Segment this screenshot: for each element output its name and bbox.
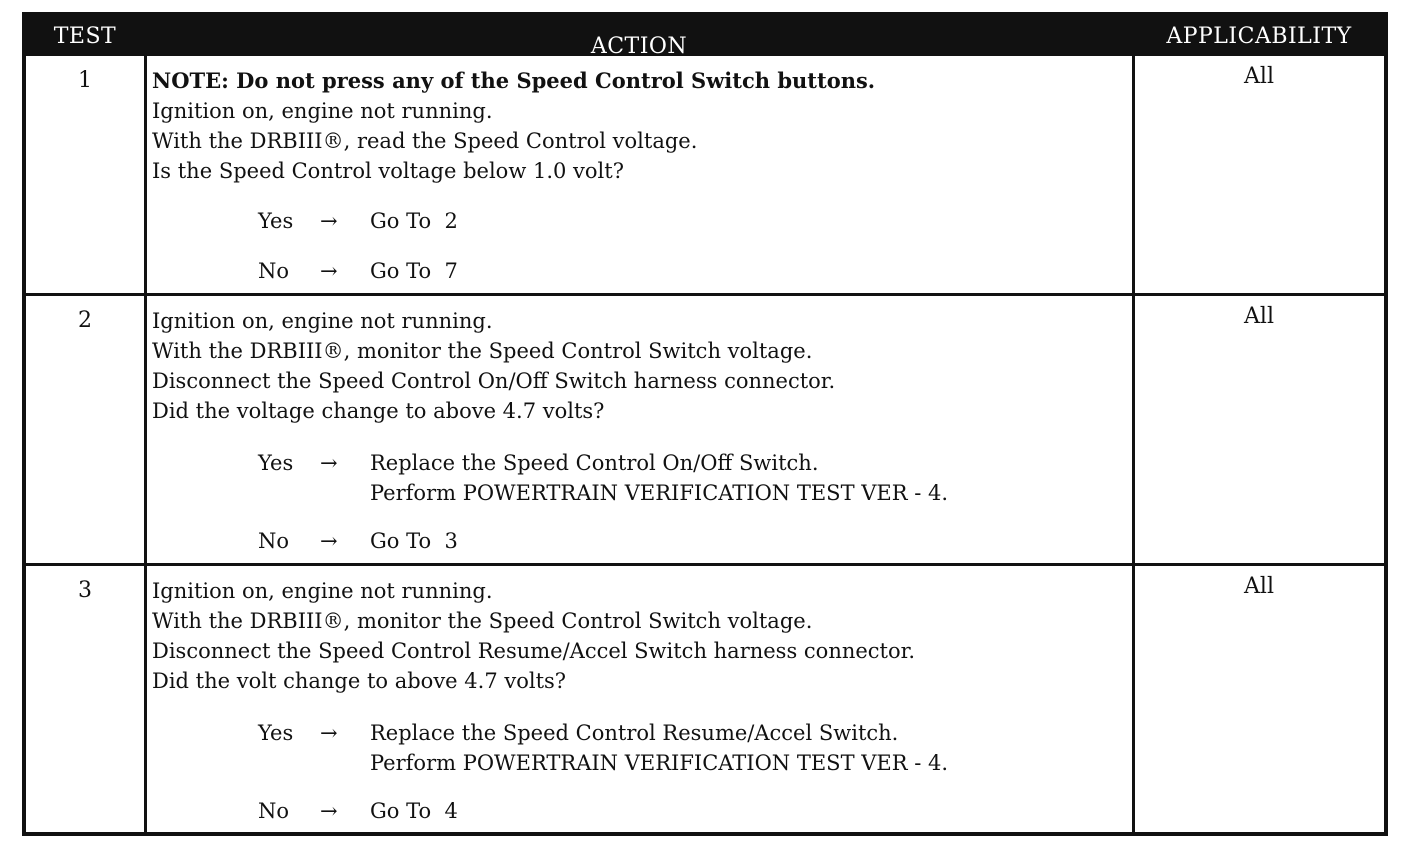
- test-row-1: [26, 56, 1384, 293]
- yes-action: Go To 2: [370, 209, 458, 233]
- applicability-value: All: [1244, 64, 1274, 89]
- action-line: Disconnect the Speed Control Resume/Accel Switch harness connector.: [152, 639, 916, 663]
- arrow-icon: →: [320, 529, 338, 553]
- no-label: No: [258, 529, 290, 553]
- arrow-icon: →: [320, 259, 338, 283]
- action-line: Did the volt change to above 4.7 volts?: [152, 669, 567, 693]
- test-number: 2: [78, 308, 92, 333]
- test-row-3: [26, 566, 1384, 832]
- yes-action-2: Perform POWERTRAIN VERIFICATION TEST VER - 4.: [370, 481, 949, 505]
- arrow-icon: →: [320, 451, 338, 475]
- applicability-value: All: [1244, 574, 1274, 599]
- no-label: No: [258, 259, 290, 283]
- no-action: Go To 4: [370, 799, 458, 823]
- yes-label: Yes: [258, 209, 294, 233]
- header-action: ACTION: [590, 34, 688, 59]
- no-action: Go To 7: [370, 259, 458, 283]
- yes-response: [258, 206, 458, 236]
- header-test: TEST: [53, 24, 117, 49]
- test-number: 3: [78, 578, 92, 603]
- no-label: No: [258, 799, 290, 823]
- header-applicability: APPLICABILITY: [1166, 24, 1352, 49]
- arrow-icon: →: [320, 799, 338, 823]
- no-response: [258, 256, 458, 286]
- arrow-icon: →: [320, 209, 338, 233]
- yes-label: Yes: [258, 721, 294, 745]
- test-table: [22, 12, 1388, 836]
- action-line: Did the voltage change to above 4.7 volts?: [152, 399, 605, 423]
- action-text: [152, 66, 1122, 186]
- action-text: [152, 306, 1122, 426]
- yes-response: [258, 718, 948, 778]
- test-number: 1: [78, 68, 92, 93]
- test-row-2: [26, 296, 1384, 563]
- yes-action: Replace the Speed Control Resume/Accel Switch.: [370, 721, 899, 745]
- action-text: [152, 576, 1122, 696]
- yes-response: [258, 448, 948, 508]
- yes-action-2: Perform POWERTRAIN VERIFICATION TEST VER - 4.: [370, 751, 949, 775]
- yes-action: Replace the Speed Control On/Off Switch.: [370, 451, 819, 475]
- table-header: [26, 16, 1384, 59]
- action-line: Ignition on, engine not running.: [152, 579, 493, 603]
- action-line: Ignition on, engine not running.: [152, 309, 493, 333]
- applicability-value: All: [1244, 304, 1274, 329]
- no-response: [258, 526, 458, 556]
- action-line: Disconnect the Speed Control On/Off Switch harness connector.: [152, 369, 836, 393]
- no-action: Go To 3: [370, 529, 458, 553]
- note-text: NOTE: Do not press any of the Speed Control Switch buttons.: [152, 68, 876, 93]
- no-response: [258, 796, 458, 826]
- action-line: Is the Speed Control voltage below 1.0 volt?: [152, 159, 624, 183]
- action-line: With the DRBIII®, read the Speed Control voltage.: [152, 129, 698, 153]
- arrow-icon: →: [320, 721, 338, 745]
- action-line: With the DRBIII®, monitor the Speed Control Switch voltage.: [152, 609, 813, 633]
- action-line: Ignition on, engine not running.: [152, 99, 493, 123]
- yes-label: Yes: [258, 451, 294, 475]
- action-line: With the DRBIII®, monitor the Speed Control Switch voltage.: [152, 339, 813, 363]
